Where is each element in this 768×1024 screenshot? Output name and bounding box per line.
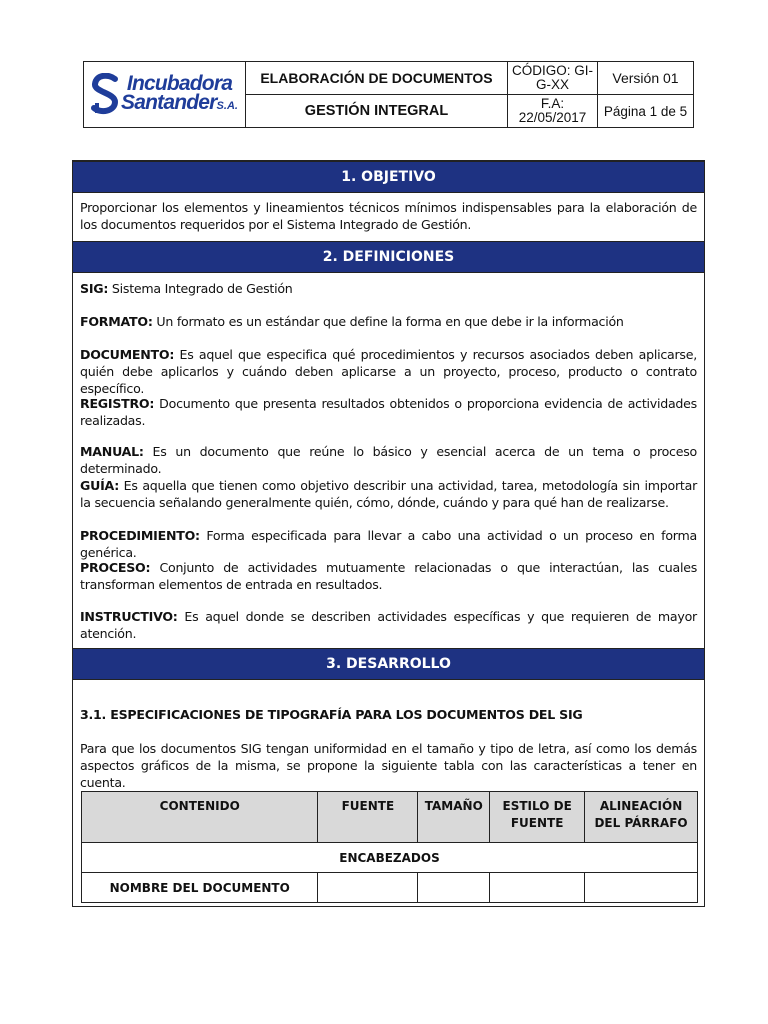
subsection-title: 3.1. ESPECIFICACIONES DE TIPOGRAFÍA PARA LOS DOCUMENTOS DEL SIG (80, 707, 583, 722)
company-logo (84, 62, 246, 127)
definition-manual: MANUAL: Es un documento que reúne lo básico y esencial acerca de un tema o proceso determinado. (80, 444, 697, 476)
logo-s-icon (91, 73, 121, 117)
table-header-cell: TAMAÑO (418, 792, 490, 843)
document-code: CÓDIGO: GI-G-XX (508, 62, 598, 95)
logo-text-line1: Incubadora (126, 71, 233, 95)
page-number: Página 1 de 5 (603, 103, 688, 119)
objetivo-text: Proporcionar los elementos y lineamientos técnicos mínimos indispensables para la elaboración de los documentos requeridos por el Sistema Integrado de Gestión. (80, 200, 697, 232)
document-date: F.A: 22/05/2017 (508, 95, 598, 127)
definition-procedimiento: PROCEDIMIENTO: Forma especificada para llevar a cabo una actividad o un proceso en forma genérica. (80, 528, 697, 560)
typography-table (81, 791, 698, 903)
desarrollo-intro: Para que los documentos SIG tengan uniformidad en el tamaño y tipo de letra, así como los demás aspectos gráficos de la misma, se propone la siguiente tabla con las características a tener en cuenta. (80, 741, 697, 790)
logo-suffix: S.A. (216, 99, 238, 112)
definition-documento: DOCUMENTO: Es aquel que especifica qué procedimientos y recursos asociados deben aplicarse, quién debe aplicarlos y cuándo deben aplicarse a un proyecto, proceso, producto o contrato específico. (80, 347, 697, 396)
table-cell (418, 873, 490, 903)
definition-instructivo: INSTRUCTIVO: Es aquel donde se describen actividades específicas y que requieren de mayor atención. (80, 609, 697, 641)
definition-proceso: PROCESO: Conjunto de actividades mutuamente relacionadas o que interactúan, las cuales transforman elementos de entrada en resultados. (80, 560, 697, 592)
table-cell (318, 873, 418, 903)
document-header (83, 61, 694, 128)
logo-text-line2: Santander (121, 90, 217, 114)
table-header-cell: ESTILO DE FUENTE (490, 792, 585, 843)
table-header-cell: CONTENIDO (82, 792, 318, 843)
document-title: ELABORACIÓN DE DOCUMENTOS (246, 62, 508, 95)
definition-formato: FORMATO: Un formato es un estándar que define la forma en que debe ir la información (80, 314, 624, 329)
table-cell (585, 873, 698, 903)
table-cell (490, 873, 585, 903)
section-heading-objetivo: 1. OBJETIVO (73, 161, 704, 193)
definition-registro: REGISTRO: Documento que presenta resultados obtenidos o proporciona evidencia de actividades realizadas. (80, 396, 697, 428)
document-body (72, 160, 705, 907)
document-version: Versión 01 (598, 62, 693, 95)
table-header-cell: FUENTE (318, 792, 418, 843)
table-row (82, 873, 698, 903)
table-section-label: ENCABEZADOS (82, 843, 698, 873)
section-heading-desarrollo: 3. DESARROLLO (73, 648, 704, 680)
definition-sig: SIG: Sistema Integrado de Gestión (80, 281, 293, 296)
document-area: GESTIÓN INTEGRAL (246, 95, 508, 127)
definition-guia: GUÍA: Es aquella que tienen como objetivo describir una actividad, tarea, metodología sin importar la secuencia señalando generalmente quién, cómo, dónde, cuándo y para qué han de realizarse. (80, 478, 697, 510)
table-header-row (82, 792, 698, 843)
section-heading-definiciones: 2. DEFINICIONES (73, 241, 704, 273)
table-cell-label: NOMBRE DEL DOCUMENTO (82, 873, 318, 903)
table-header-cell: ALINEACIÓN DEL PÁRRAFO (585, 792, 698, 843)
table-section-row (82, 843, 698, 873)
